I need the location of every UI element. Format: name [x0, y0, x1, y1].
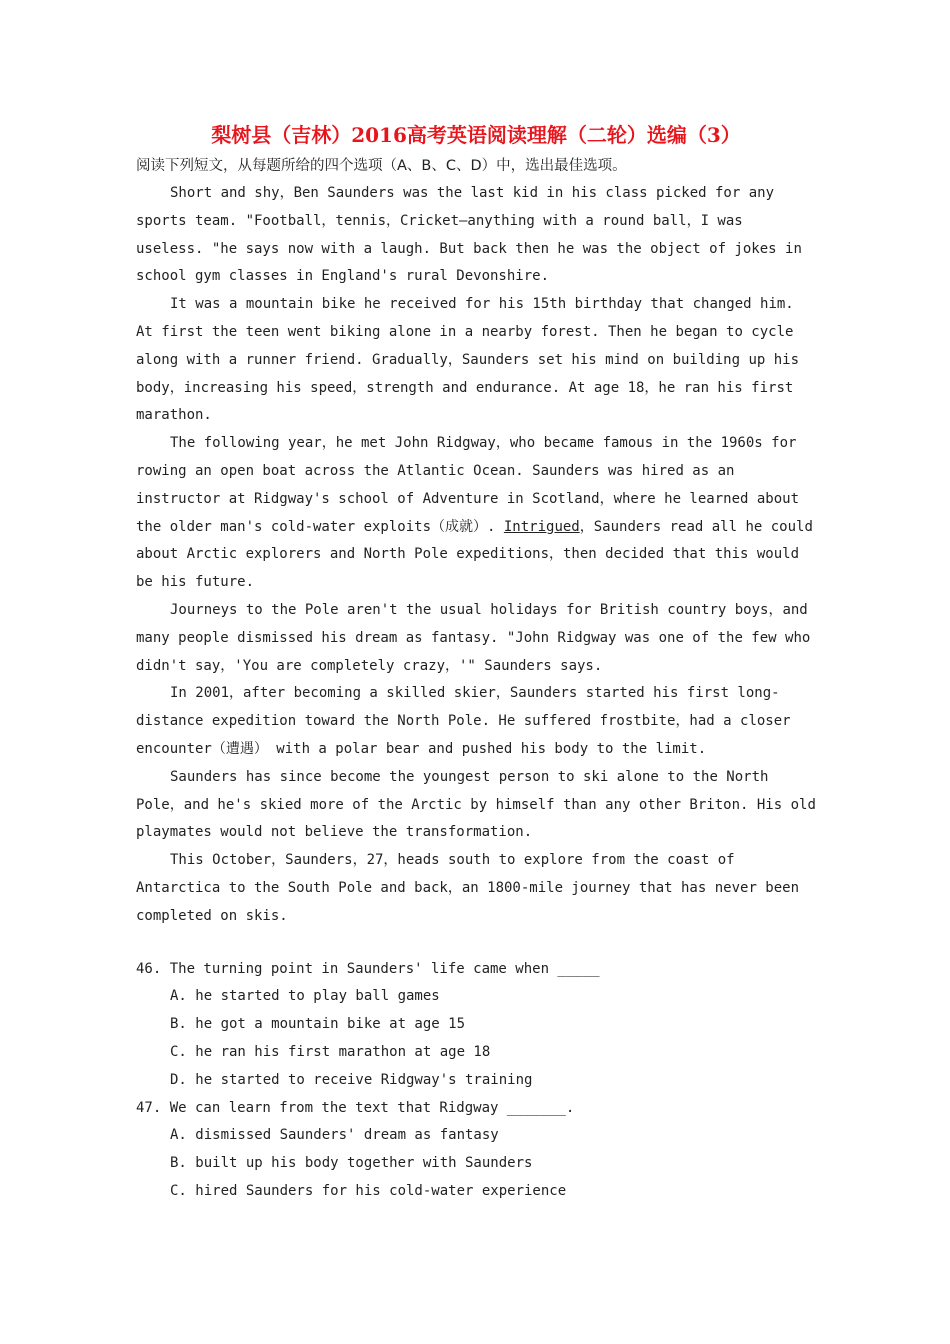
question-list — [136, 956, 816, 1206]
answer-option: C. he ran his first marathon at age 18 — [170, 1043, 491, 1060]
paragraph-3-text-before: The following year，he met John Ridgway，who became famous in the 1960s for rowing an open boat across the Atlantic Ocean. Saunders was hired as an instructor at Ridgway's school of Adventure in Scotland，where he learned about the older man's cold-water exploits（成就）. — [136, 435, 800, 535]
answer-option: A. dismissed Saunders' dream as fantasy — [170, 1127, 499, 1144]
document-title: 梨树县（吉林）2016高考英语阅读理解（二轮）选编（3） — [211, 123, 741, 147]
answer-option: D. he started to receive Ridgway's training — [170, 1071, 533, 1088]
underlined-word: Intrigued — [503, 518, 580, 535]
answer-option: C. hired Saunders for his cold-water experience — [170, 1182, 567, 1199]
passage-paragraph-5: In 2001，after becoming a skilled skier，Saunders started his first long-distance expedition toward the North Pole. He suffered frostbite，had a closer encounter（遭遇） with a polar bear and pushed his body to the limit. — [136, 685, 791, 757]
passage-paragraph-6: Saunders has since become the youngest person to ski alone to the North Pole，and he's skied more of the Arctic by himself than any other Briton. His old playmates would not believe the transformation. — [136, 768, 816, 841]
instructions: 阅读下列短文，从每题所给的四个选项（A、B、C、D）中，选出最佳选项。 — [136, 158, 627, 174]
question-stem: 47. We can learn from the text that Ridgway _______. — [136, 1099, 575, 1116]
passage-paragraph-1: Short and shy，Ben Saunders was the last kid in his class picked for any sports team. "Football，tennis，Cricket—anything with a round ball，I was useless. "he says now with a laugh. But back then he was the object of jokes in school gym classes in England's rural Devonshire. — [136, 185, 802, 285]
passage-paragraph-7: This October，Saunders，27，heads south to explore from the coast of Antarctica to the South Pole and back，an 1800-mile journey that has never been completed on skis. — [136, 852, 800, 924]
reading-passage — [136, 180, 816, 931]
answer-option: B. built up his body together with Saunders — [170, 1155, 533, 1172]
passage-paragraph-4: Journeys to the Pole aren't the usual holidays for British country boys，and many people dismissed his dream as fantasy. "John Ridgway was one of the few who didn't say，'You are completely crazy，'" Saunders says. — [136, 601, 811, 674]
paragraph-3-text-after: ，Saunders read all he could about Arctic explorers and North Pole expeditions，then decided that this would be his future. — [136, 518, 813, 591]
document-page — [136, 118, 816, 1206]
answer-option: B. he got a mountain bike at age 15 — [170, 1016, 466, 1033]
answer-option: A. he started to play ball games — [170, 988, 440, 1005]
passage-paragraph-3 — [136, 430, 816, 597]
passage-paragraph-2: It was a mountain bike he received for his 15th birthday that changed him. At first the teen went biking alone in a nearby forest. Then he began to cycle along with a runner friend. Gradually，Saunders set his mind on building up his body，increasing his speed，strength and endurance. At age 18，he ran his first marathon. — [136, 296, 800, 424]
question-stem: 46. The turning point in Saunders' life came when _____ — [136, 960, 600, 977]
